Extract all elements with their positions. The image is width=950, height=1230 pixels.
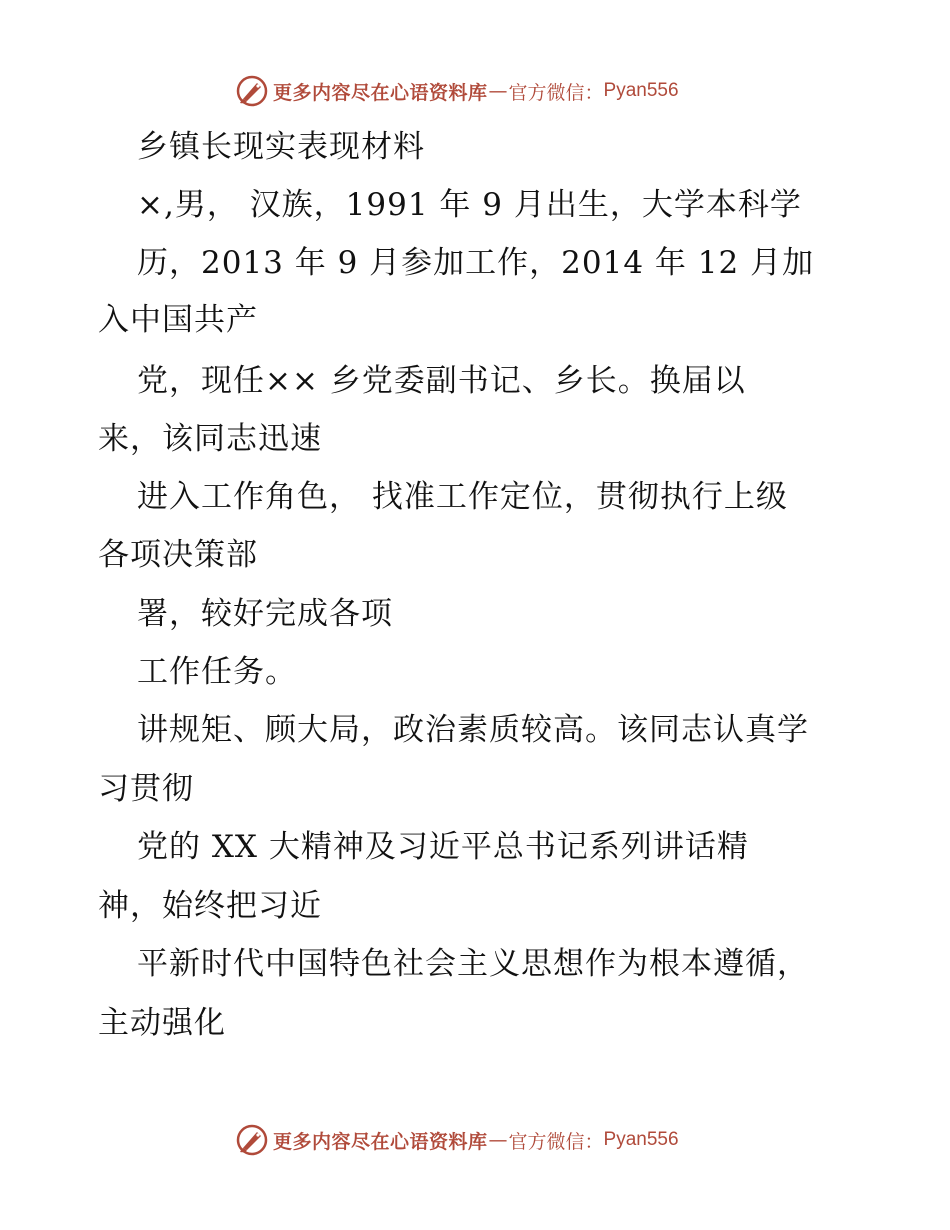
watermark-wechat-label: 官方微信： bbox=[508, 1130, 604, 1153]
watermark-wechat-label: 官方微信： bbox=[508, 81, 604, 104]
text-line: 党的 XX 大精神及习近平总书记系列讲话精 bbox=[137, 829, 749, 865]
text-line: ×,男， 汉族，1991 年 9 月出生，大学本科学 bbox=[137, 187, 802, 223]
text-line: 党，现任×× 乡党委副书记、乡长。换届以 bbox=[137, 363, 746, 399]
text-line: 进入工作角色， 找准工作定位，贯彻执行上级 bbox=[137, 479, 788, 515]
pen-nib-logo-icon bbox=[235, 74, 269, 108]
document-title: 乡镇长现实表现材料 bbox=[137, 129, 425, 165]
footer-watermark bbox=[235, 1122, 715, 1158]
pen-nib-logo-icon bbox=[235, 1123, 269, 1157]
watermark-text: 更多内容尽在心语资料库 bbox=[273, 1130, 488, 1153]
text-line: 工作任务。 bbox=[137, 654, 297, 690]
text-line: 署，较好完成各项 bbox=[137, 596, 393, 632]
text-line: 主动强化 bbox=[98, 1005, 226, 1041]
text-line: 历，2013 年 9 月参加工作，2014 年 12 月加 bbox=[137, 245, 815, 281]
text-line: 平新时代中国特色社会主义思想作为根本遵循， bbox=[137, 946, 809, 982]
watermark-wechat-id: Pyan556 bbox=[603, 1129, 679, 1150]
watermark-text: 更多内容尽在心语资料库 bbox=[273, 81, 488, 104]
text-line: 入中国共产 bbox=[98, 302, 258, 338]
text-line: 各项决策部 bbox=[98, 537, 258, 573]
header-watermark bbox=[235, 73, 715, 109]
watermark-dash: — bbox=[488, 80, 508, 102]
watermark-dash: — bbox=[488, 1129, 508, 1151]
watermark-wechat-id: Pyan556 bbox=[603, 80, 679, 101]
text-line: 习贯彻 bbox=[98, 771, 194, 807]
text-line: 来，该同志迅速 bbox=[98, 421, 322, 457]
text-line: 神，始终把习近 bbox=[98, 888, 322, 924]
text-line: 讲规矩、顾大局，政治素质较高。该同志认真学 bbox=[137, 712, 809, 748]
